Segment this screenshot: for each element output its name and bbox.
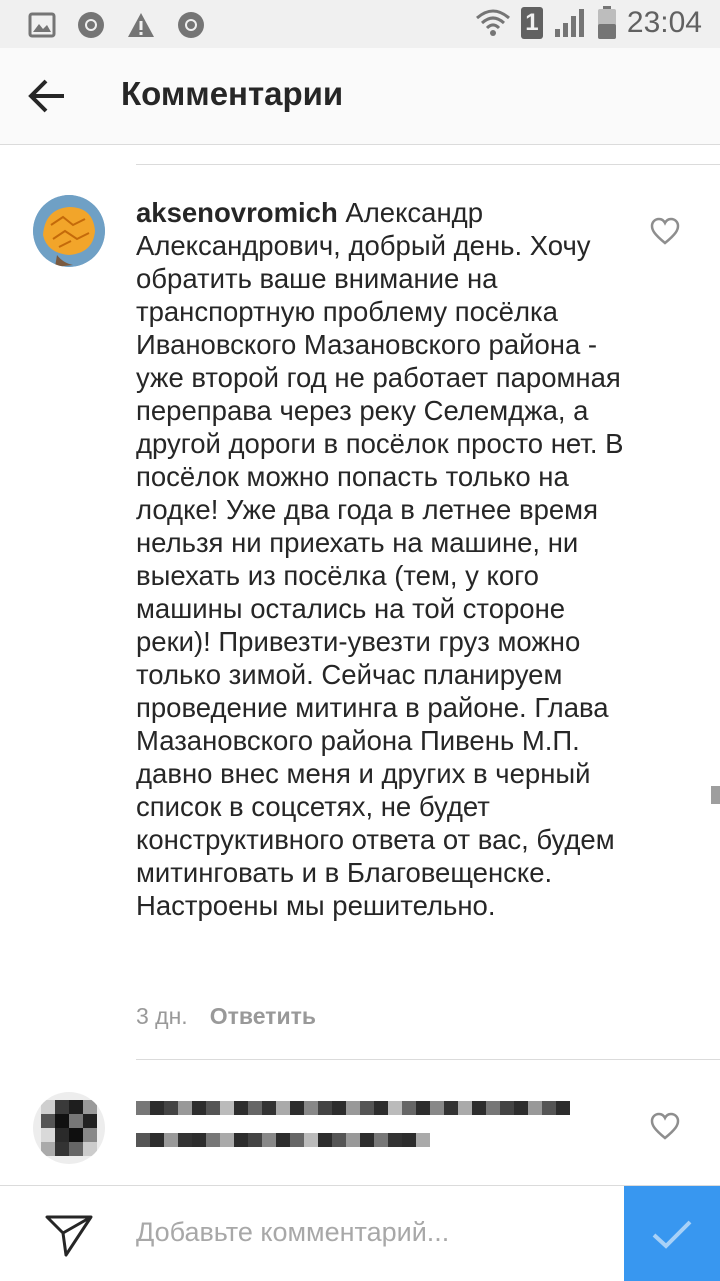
comment-body	[136, 196, 626, 922]
warning-icon	[126, 11, 156, 39]
divider	[136, 1059, 720, 1060]
avatar-pixelated[interactable]	[33, 1092, 105, 1164]
avatar[interactable]	[33, 195, 105, 267]
avatar-image	[33, 195, 105, 267]
battery-icon	[597, 6, 617, 40]
post-button[interactable]	[624, 1186, 720, 1281]
sim-indicator: 1	[521, 7, 543, 39]
comment-input[interactable]	[122, 1202, 640, 1262]
comment-composer	[0, 1185, 720, 1281]
redacted-text-blocks	[136, 1095, 596, 1185]
notification-icons	[28, 10, 206, 40]
page-title: Комментарии	[121, 75, 344, 112]
back-button[interactable]	[20, 70, 76, 122]
wifi-icon	[475, 8, 511, 38]
clock: 23:04	[626, 6, 702, 39]
arrow-left-icon	[20, 70, 76, 122]
comment-text: Александр Александрович, добрый день. Хочу обратить ваше внимание на транспортную проблему посёлка Ивановского Мазановского района - уже второй год не работает паромная переправа через реку Селемджа, а другой дороги в посёлок просто нет. В посёлок можно попасть только на лодке! Уже два года в летнее время нельзя ни приехать на машине, ни выехать из посёлка (тем, у кого машины остались на той стороне реки)! Привезти-увезти груз можно только зимой. Сейчас планируем проведение митинга в районе. Глава Мазановского района Пивень М.П. давно внес меня и других в черный список в соцсетях, не будет конструктивного ответа от вас, будем митинговать и в Благовещенске. Настроены мы решительно.	[136, 197, 624, 921]
comment-time: 3 дн.	[136, 1003, 188, 1029]
reply-button[interactable]: Ответить	[209, 1003, 316, 1029]
system-icons	[475, 6, 702, 40]
like-button[interactable]	[650, 1112, 680, 1140]
divider	[136, 164, 720, 165]
comment-username[interactable]: aksenovromich	[136, 197, 338, 228]
scrollbar[interactable]	[711, 786, 720, 804]
heart-outline-icon	[650, 1112, 680, 1140]
comment-meta	[136, 1003, 316, 1030]
chrome-icon	[76, 10, 106, 40]
heart-outline-icon	[650, 217, 680, 245]
status-bar	[0, 0, 720, 48]
app-bar	[0, 48, 720, 145]
paper-plane-icon	[44, 1213, 94, 1257]
checkmark-icon	[650, 1217, 694, 1251]
like-button[interactable]	[650, 217, 680, 245]
chrome-icon-2	[176, 10, 206, 40]
image-notification-icon	[28, 12, 56, 38]
pixelated-comment-text	[136, 1095, 596, 1185]
direct-share-button[interactable]	[44, 1213, 94, 1257]
signal-icon	[553, 7, 587, 39]
